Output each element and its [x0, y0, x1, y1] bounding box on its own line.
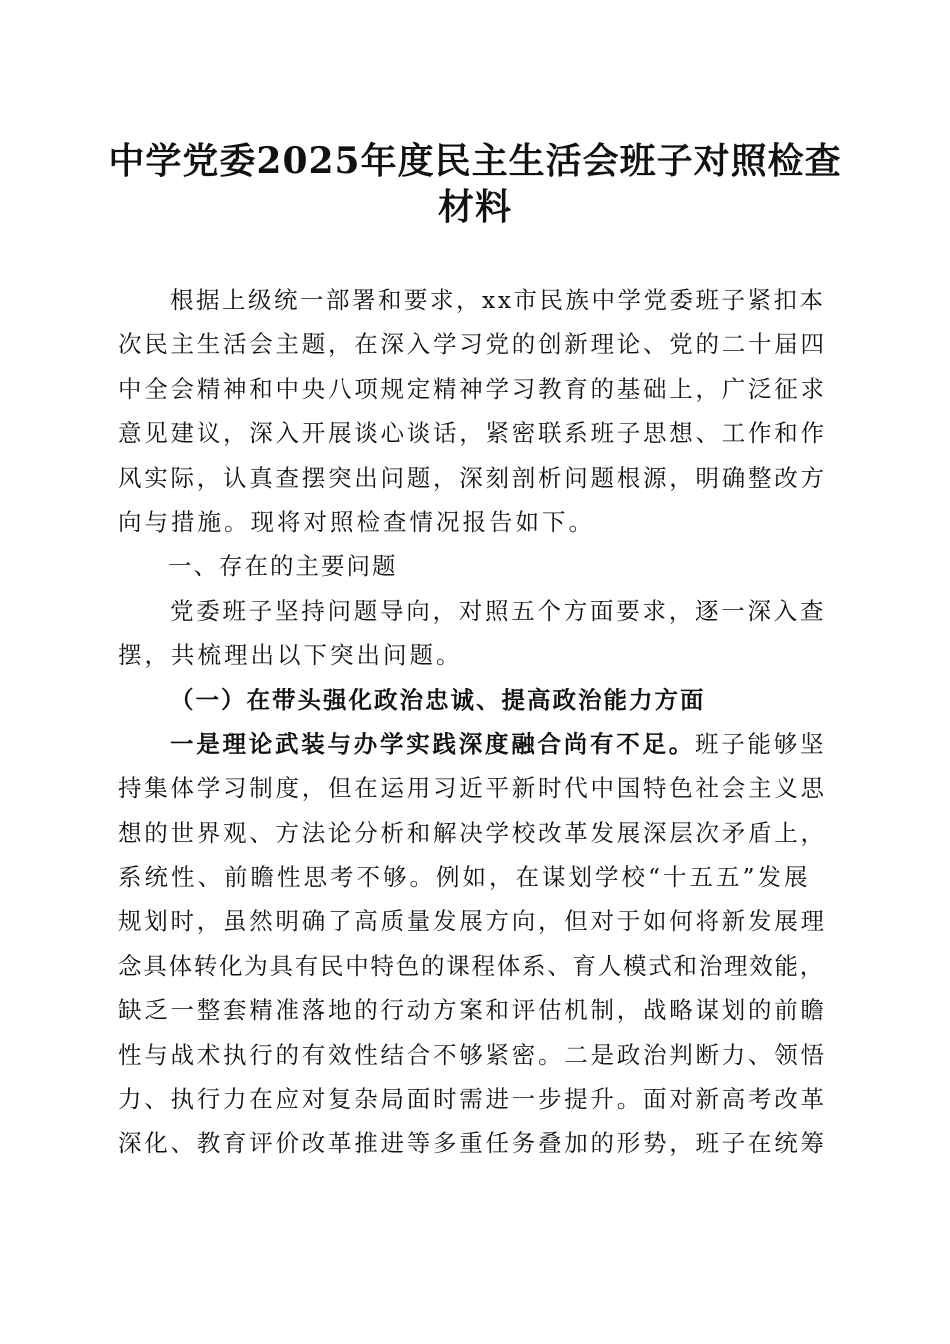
subsection1-line-3: 想的世界观、方法论分析和解决学校改革发展深层次矛盾上， — [118, 818, 827, 847]
intro-line-3: 中全会精神和中央八项规定精神学习教育的基础上，广泛征求 — [118, 374, 827, 403]
subsection1-line-9: 力、执行力在应对复杂局面时需进一步提升。面对新高考改革 — [118, 1085, 827, 1114]
intro-line-2: 次民主生活会主题，在深入学习党的创新理论、党的二十届四 — [118, 330, 827, 359]
subsection1-lead-point: 一是理论武装与办学实践深度融合尚有不足。 — [170, 729, 695, 758]
section1-intro-paragraph — [118, 589, 830, 678]
document-body — [118, 278, 830, 1166]
subsection1-line-1-rest: 班子能够坚 — [695, 729, 827, 758]
intro-line-6: 向与措施。现将对照检查情况报告如下。 — [118, 507, 595, 536]
subsection1-line-4: 系统性、前瞻性思考不够。例如，在谋划学校“十五五”发展 — [118, 863, 811, 892]
title-line-2: 材料 — [437, 186, 512, 228]
document-title — [100, 138, 850, 230]
intro-line-4: 意见建议，深入开展谈心谈话，紧密联系班子思想、工作和作 — [118, 419, 827, 448]
subsection1-line-10: 深化、教育评价改革推进等多重任务叠加的形势，班子在统筹 — [118, 1129, 827, 1158]
subsection1-line-1 — [118, 722, 830, 766]
subsection1-line-5: 规划时，虽然明确了高质量发展方向，但对于如何将新发展理 — [118, 907, 827, 936]
section-heading-problems: 一、存在的主要问题 — [168, 552, 398, 581]
subsection1-line-2: 持集体学习制度，但在运用习近平新时代中国特色社会主义思 — [118, 774, 827, 803]
intro-line-5: 风实际，认真查摆突出问题，深刻剖析问题根源，明确整改方 — [118, 463, 827, 492]
subsection1-line-7: 缺乏一整套精准落地的行动方案和评估机制，战略谋划的前瞻 — [118, 996, 827, 1025]
section1-intro-line-2: 摆，共梳理出以下突出问题。 — [118, 641, 463, 670]
intro-paragraph — [118, 278, 830, 544]
subsection-heading-political-loyalty: （一）在带头强化政治忠诚、提高政治能力方面 — [170, 685, 706, 714]
subsection1-line-8: 性与战术执行的有效性结合不够紧密。二是政治判断力、领悟 — [118, 1040, 827, 1069]
subsection1-line-6: 念具体转化为具有民中特色的课程体系、育人模式和治理效能， — [118, 951, 825, 980]
subsection1-paragraph — [118, 722, 830, 1166]
title-line-1: 中学党委2025年度民主生活会班子对照检查 — [108, 140, 842, 182]
section1-intro-line-1: 党委班子坚持问题导向，对照五个方面要求，逐一深入查 — [170, 596, 827, 625]
intro-line-1: 根据上级统一部署和要求，xx市民族中学党委班子紧扣本 — [170, 286, 826, 314]
